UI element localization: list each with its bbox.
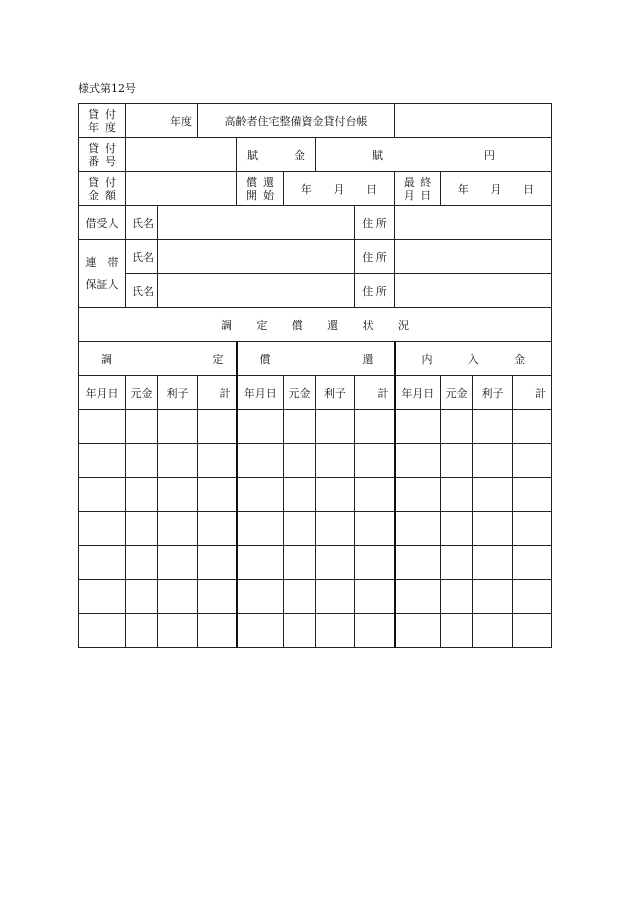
col-interest: 利子 <box>158 376 198 410</box>
loan-amount-field[interactable] <box>126 172 237 206</box>
table-row <box>79 444 552 478</box>
borrower-address-field[interactable] <box>395 206 552 240</box>
group-partial-payment: 内 入 金 <box>395 342 552 376</box>
ledger-title: 高齢者住宅整備資金貸付台帳 <box>198 104 395 138</box>
borrower-name-label: 氏 名 <box>126 206 158 240</box>
col-interest: 利子 <box>316 376 355 410</box>
guarantor2-address-field[interactable] <box>395 274 552 308</box>
repay-start-date-field[interactable]: 年 月 日 <box>284 172 395 206</box>
table-row <box>79 478 552 512</box>
table-row <box>79 546 552 580</box>
col-date: 年月日 <box>395 376 441 410</box>
guarantor1-address-field[interactable] <box>395 240 552 274</box>
borrower-name-field[interactable] <box>158 206 355 240</box>
group-assessment: 調 定 <box>79 342 237 376</box>
status-section-title: 調 定 償 還 状 況 <box>79 308 552 342</box>
table-row <box>79 410 552 444</box>
col-principal: 元金 <box>284 376 316 410</box>
guarantor1-name-label: 氏 名 <box>126 240 158 274</box>
col-principal: 元金 <box>126 376 158 410</box>
loan-number-field[interactable] <box>126 138 237 172</box>
group-repayment: 償 還 <box>237 342 395 376</box>
col-principal: 元金 <box>441 376 473 410</box>
table-row <box>79 512 552 546</box>
guarantor1-name-field[interactable] <box>158 240 355 274</box>
final-date-label: 最 終 月 日 <box>395 172 441 206</box>
table-row <box>79 614 552 648</box>
levy-label: 賦 金 <box>237 138 316 172</box>
repay-start-label: 償 還 開 始 <box>237 172 284 206</box>
loan-year-field[interactable]: 年度 <box>126 104 198 138</box>
col-total: 計 <box>513 376 552 410</box>
title-blank-cell[interactable] <box>395 104 552 138</box>
col-date: 年月日 <box>237 376 284 410</box>
loan-amount-label: 貸 付 金 額 <box>79 172 126 206</box>
col-interest: 利子 <box>473 376 513 410</box>
borrower-label: 借受人 <box>79 206 126 240</box>
table-row <box>79 580 552 614</box>
guarantor2-name-label: 氏 名 <box>126 274 158 308</box>
col-total: 計 <box>355 376 395 410</box>
levy-amount-field[interactable]: 賦 円 <box>316 138 552 172</box>
borrower-address-label: 住 所 <box>355 206 395 240</box>
final-date-field[interactable]: 年 月 日 <box>441 172 552 206</box>
guarantor-label: 連 帯 保証人 <box>79 240 126 308</box>
col-total: 計 <box>198 376 237 410</box>
loan-number-label: 貸 付 番 号 <box>79 138 126 172</box>
form-number: 様式第12号 <box>78 82 136 95</box>
guarantor2-address-label: 住 所 <box>355 274 395 308</box>
guarantor2-name-field[interactable] <box>158 274 355 308</box>
loan-year-label: 貸 付 年 度 <box>79 104 126 138</box>
loan-ledger-table <box>78 103 552 648</box>
col-date: 年月日 <box>79 376 126 410</box>
guarantor1-address-label: 住 所 <box>355 240 395 274</box>
